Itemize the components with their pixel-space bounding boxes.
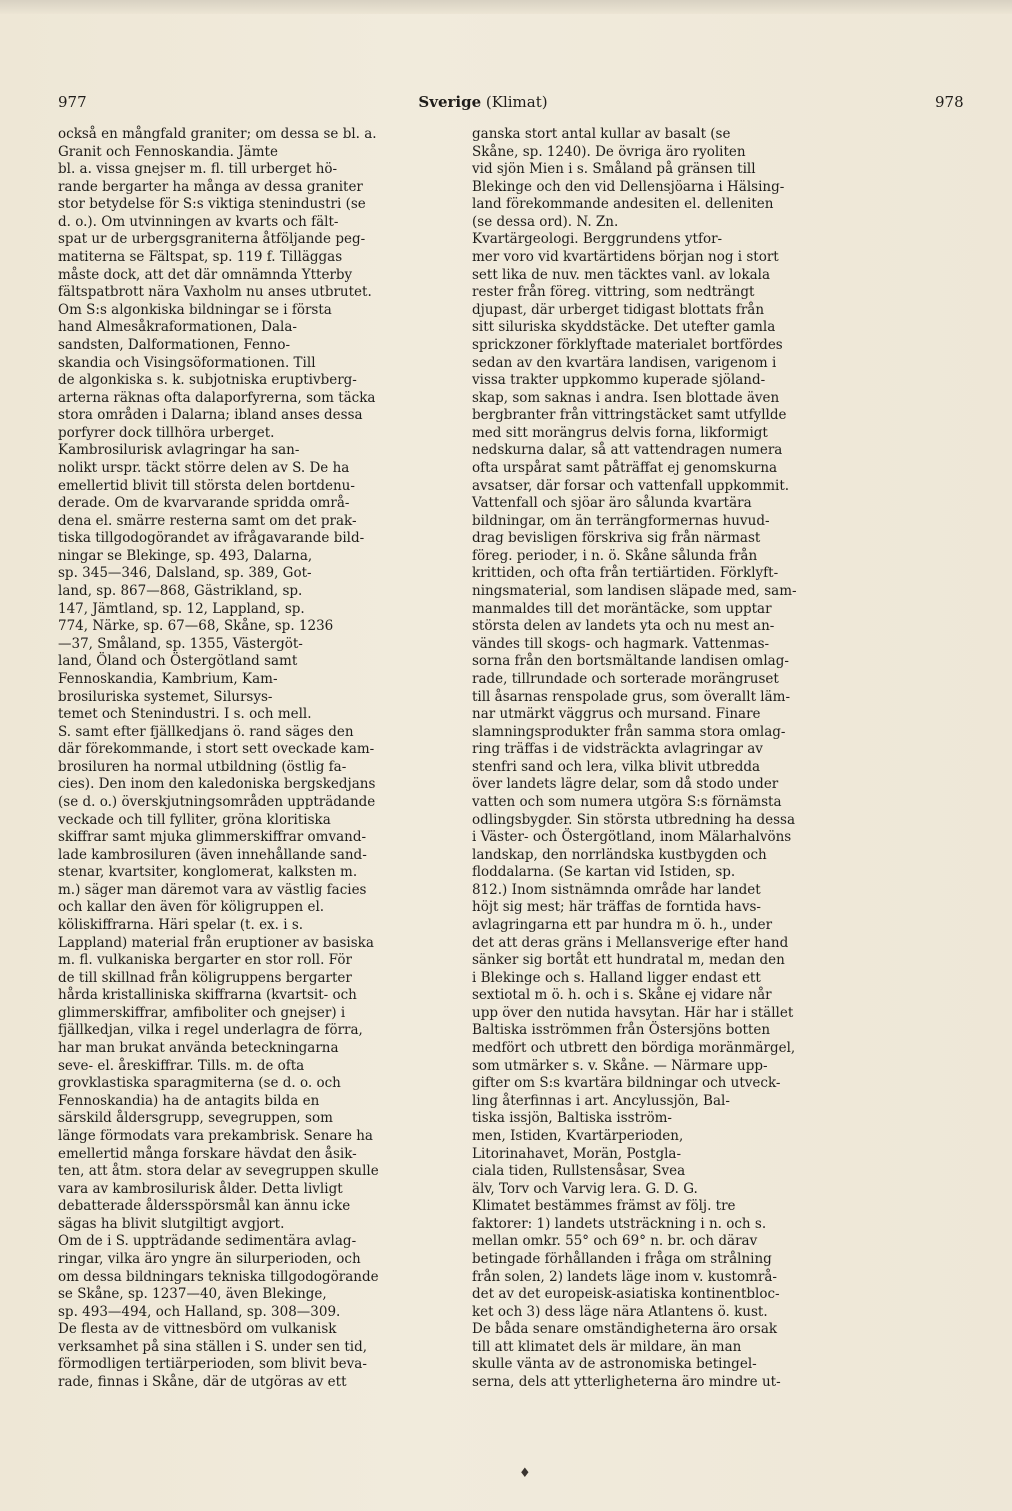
text-line: sextiotal m ö. h. och i s. Skåne ej vidare når bbox=[472, 987, 772, 1004]
text-line: bildningar, om än terrängformernas huvud- bbox=[472, 512, 770, 529]
text-line: nedskurna dalar, så att vattendragen numera bbox=[472, 442, 783, 459]
text-line: föreg. perioder, i n. ö. Skåne sålunda från bbox=[472, 547, 758, 564]
text-line: sp. 345—346, Dalsland, sp. 389, Got- bbox=[58, 565, 312, 582]
text-line: S. samt efter fjällkedjans ö. rand säges den bbox=[58, 723, 354, 740]
text-line: De båda senare omständigheterna äro orsak bbox=[472, 1321, 778, 1338]
text-line: arterna räknas ofta dalaporfyrerna, som täcka bbox=[58, 389, 376, 406]
text-line: sänker sig bortåt ett hundratal m, medan den bbox=[472, 952, 785, 969]
text-line: brosiluren ha normal utbildning (östlig fa- bbox=[58, 758, 347, 775]
text-line: temet och Stenindustri. I s. och mell. bbox=[58, 706, 312, 723]
left-text-column bbox=[58, 126, 452, 1392]
text-line: mer voro vid kvartärtidens början nog i stort bbox=[472, 249, 779, 266]
text-line: stenfri sand och lera, vilka blivit utbredda bbox=[472, 758, 761, 775]
text-line: lade kambrosiluren (även innehållande sand- bbox=[58, 846, 367, 863]
text-line: Litorinahavet, Morän, Postgla- bbox=[472, 1145, 682, 1162]
text-line: älv, Torv och Varvig lera. G. D. G. bbox=[472, 1180, 698, 1197]
text-line: landskap, den norrländska kustbygden och bbox=[472, 846, 767, 863]
text-line: vid sjön Mien i s. Småland på gränsen till bbox=[472, 161, 756, 178]
text-line: se Skåne, sp. 1237—40, även Blekinge, bbox=[58, 1286, 327, 1303]
text-line: sägas ha blivit slutgiltigt avgjort. bbox=[58, 1215, 285, 1232]
text-line: särskild åldersgrupp, sevegruppen, som bbox=[58, 1110, 333, 1127]
text-line: men, Istiden, Kvartärperioden, bbox=[472, 1127, 684, 1144]
text-line: m. fl. vulkaniska bergarter en stor roll. För bbox=[58, 952, 352, 969]
text-line: Baltiska isströmmen från Östersjöns botten bbox=[472, 1022, 771, 1039]
text-line: sp. 493—494, och Halland, sp. 308—309. bbox=[58, 1303, 341, 1320]
text-line: rande bergarter ha många av dessa graniter bbox=[58, 178, 363, 195]
text-line: stora områden i Dalarna; ibland anses dessa bbox=[58, 407, 363, 424]
footer-ornament: ♦ bbox=[519, 1466, 531, 1481]
text-line: Om S:s algonkiska bildningar se i första bbox=[58, 301, 332, 318]
text-line: upp över den nutida havsytan. Här har i stället bbox=[472, 1004, 794, 1021]
text-line: bergbranter från vittringstäcket samt utfyllde bbox=[472, 407, 787, 424]
text-line: sitt siluriska skyddstäcke. Det utefter gamla bbox=[472, 319, 776, 336]
text-line: de algonkiska s. k. subjotniska eruptivberg- bbox=[58, 372, 357, 389]
running-title-main: Sverige bbox=[418, 93, 482, 111]
text-line: nolikt urspr. täckt större delen av S. De ha bbox=[58, 459, 350, 476]
text-line: sorna från den bortsmältande landisen omlag- bbox=[472, 653, 789, 670]
text-line: de till skillnad från köligruppens bergarter bbox=[58, 969, 352, 986]
text-line: till åsarnas renspolade grus, som överallt läm- bbox=[472, 688, 791, 705]
text-line: ket och 3) dess läge nära Atlantens ö. kust. bbox=[472, 1303, 768, 1320]
text-line: ring träffas i de vidsträckta avlagringar av bbox=[472, 741, 763, 758]
text-line: hårda kristalliniska skiffrarna (kvartsit- och bbox=[58, 987, 357, 1004]
text-line: Lappland) material från eruptioner av basiska bbox=[58, 934, 374, 951]
running-title-sub: (Klimat) bbox=[485, 93, 548, 111]
text-line: porfyrer dock tillhöra urberget. bbox=[58, 424, 275, 441]
text-line: veckade och till fylliter, gröna kloritiska bbox=[58, 811, 331, 828]
text-line: Blekinge och den vid Dellensjöarna i Hälsing- bbox=[472, 178, 785, 195]
text-line: derade. Om de kvarvarande spridda områ- bbox=[58, 495, 350, 512]
text-line: skandia och Visingsöformationen. Till bbox=[58, 354, 316, 371]
text-line: Fennoskandia, Kambrium, Kam- bbox=[58, 670, 278, 687]
text-line: verksamhet på sina ställen i S. under sen tid, bbox=[58, 1338, 368, 1355]
text-line: ofta urspårat samt påträffat ej genomskurna bbox=[472, 459, 778, 476]
text-line: fjällkedjan, vilka i regel underlagra de förra, bbox=[58, 1022, 363, 1039]
text-line: (se dessa ord). N. Zn. bbox=[472, 213, 619, 230]
text-line: (se d. o.) överskjutningsområden uppträdande bbox=[58, 793, 376, 810]
text-line: Om de i S. uppträdande sedimentära avlag- bbox=[58, 1233, 357, 1250]
text-line: sprickzoner förklyftade materialet bortfördes bbox=[472, 336, 783, 353]
text-line: ningsmaterial, som landisen släpade med, sam- bbox=[472, 583, 797, 600]
text-line: De flesta av de vittnesbörd om vulkanisk bbox=[58, 1321, 337, 1338]
text-line: förmodligen tertiärperioden, som blivit beva- bbox=[58, 1356, 367, 1373]
text-line: och kallar den även för köligruppen el. bbox=[58, 899, 325, 916]
text-line: också en mångfald graniter; om dessa se bl. a. bbox=[58, 126, 377, 142]
text-line: brosiluriska systemet, Silursys- bbox=[58, 688, 273, 705]
page-number-left: 977 bbox=[58, 93, 87, 111]
text-line: 147, Jämtland, sp. 12, Lappland, sp. bbox=[58, 600, 305, 617]
text-line: 812.) Inom sistnämnda område har landet bbox=[472, 881, 761, 898]
text-line: faktorer: 1) landets utsträckning i n. och s. bbox=[472, 1215, 767, 1232]
text-line: land, Öland och Östergötland samt bbox=[58, 653, 298, 670]
text-line: skiffrar samt mjuka glimmerskiffrar omvand- bbox=[58, 829, 367, 846]
text-line: sedan av den kvartära landisen, varigenom i bbox=[472, 354, 777, 371]
text-line: debatterade åldersspörsmål kan ännu icke bbox=[58, 1198, 351, 1215]
text-line: måste dock, att det där omnämnda Ytterby bbox=[58, 266, 353, 283]
text-line: vändes till skogs- och hagmark. Vattenmas- bbox=[472, 635, 770, 652]
text-line: glimmerskiffrar, amfiboliter och gnejser) i bbox=[58, 1004, 346, 1021]
text-line: största delen av landets yta och nu mest an- bbox=[472, 618, 775, 635]
text-line: Fennoskandia) ha de antagits bilda en bbox=[58, 1092, 320, 1109]
text-line: 774, Närke, sp. 67—68, Skåne, sp. 1236 bbox=[58, 618, 334, 635]
text-line: gifter om S:s kvartära bildningar och utveck- bbox=[472, 1075, 781, 1092]
text-line: det av det europeisk-asiatiska kontinentbloc- bbox=[472, 1286, 780, 1303]
text-line: över landets lägre delar, som då stodo under bbox=[472, 776, 779, 793]
text-line: seve- el. åreskiffrar. Tills. m. de ofta bbox=[58, 1057, 305, 1074]
text-line: som utmärker s. v. Skåne. — Närmare upp- bbox=[472, 1057, 768, 1074]
text-line: ten, att åtm. stora delar av sevegruppen skulle bbox=[58, 1163, 379, 1180]
text-line: land förekommande andesiten el. delleniten bbox=[472, 196, 774, 213]
text-line: köliskiffrarna. Häri spelar (t. ex. i s. bbox=[58, 917, 304, 934]
text-line: Klimatet bestämmes främst av följ. tre bbox=[472, 1198, 736, 1215]
text-line: slamningsprodukter från samma stora omlag- bbox=[472, 723, 786, 740]
text-line: stenar, kvartsiter, konglomerat, kalksten m. bbox=[58, 864, 358, 881]
text-line: nar utmärkt väggrus och mursand. Finare bbox=[472, 706, 761, 723]
text-line: Kvartärgeologi. Berggrundens ytfor- bbox=[472, 231, 723, 248]
text-line: i Väster- och Östergötland, inom Mälarhalvöns bbox=[472, 829, 792, 846]
text-line: emellertid många forskare hävdat den åsik- bbox=[58, 1145, 357, 1162]
text-line: mellan omkr. 55° och 69° n. br. och därav bbox=[472, 1233, 758, 1250]
text-line: till att klimatet dels är mildare, än man bbox=[472, 1338, 742, 1355]
text-line: cies). Den inom den kaledoniska bergskedjans bbox=[58, 776, 376, 793]
text-line: drag bevisligen förskriva sig från närmast bbox=[472, 530, 761, 547]
text-line: tiska tillgodogörandet av ifrågavarande bild- bbox=[58, 530, 365, 547]
text-line: rade, tillrundade och sorterade morängruset bbox=[472, 670, 779, 687]
text-line: i Blekinge och s. Halland ligger endast ett bbox=[472, 969, 761, 986]
text-line: spat ur de urbergsgraniterna åtföljande peg- bbox=[58, 231, 366, 248]
text-line: med sitt morängrus delvis forna, likformigt bbox=[472, 424, 768, 441]
text-line: matiterna se Fältspat, sp. 119 f. Tilläggas bbox=[58, 249, 343, 266]
text-line: där förekommande, i stort sett oveckade kam- bbox=[58, 741, 375, 758]
text-line: skap, som saknas i andra. Isen blottade även bbox=[472, 389, 780, 406]
text-line: rester från föreg. vittring, som nedträngt bbox=[472, 284, 755, 301]
text-line: odlingsbygder. Sin största utbredning ha dessa bbox=[472, 811, 795, 828]
text-line: länge förmodats vara prekambrisk. Senare ha bbox=[58, 1127, 373, 1144]
text-line: bl. a. vissa gnejser m. fl. till urberget hö- bbox=[58, 161, 338, 178]
text-line: —37, Småland, sp. 1355, Västergöt- bbox=[58, 635, 303, 652]
text-line: emellertid blivit till största delen bortdenu- bbox=[58, 477, 355, 494]
text-line: djupast, där urberget tidigast blottats från bbox=[472, 301, 765, 318]
text-line: avsatser, där forsar och vattenfall uppkommit. bbox=[472, 477, 790, 494]
text-line: fältspatbrott nära Vaxholm nu anses utbrutet. bbox=[58, 284, 372, 301]
text-line: vissa trakter uppkommo kuperade sjöland- bbox=[472, 372, 766, 389]
right-text-column bbox=[472, 126, 864, 1392]
page-top-edge bbox=[0, 0, 1012, 14]
text-line: floddalarna. (Se kartan vid Istiden, sp. bbox=[472, 864, 736, 881]
text-line: ganska stort antal kullar av basalt (se bbox=[472, 126, 731, 142]
text-line: serna, dels att ytterligheterna äro mindre ut- bbox=[472, 1374, 781, 1391]
text-line: grovklastiska sparagmiterna (se d. o. och bbox=[58, 1075, 341, 1092]
text-line: ling återfinnas i art. Ancylussjön, Bal- bbox=[472, 1092, 730, 1109]
text-line: betingade förhållanden i fråga om strålning bbox=[472, 1251, 772, 1267]
text-line: medfört och utbrett den bördiga moränmärgel, bbox=[472, 1040, 796, 1057]
text-line: m.) säger man däremot vara av västlig facies bbox=[58, 881, 367, 898]
text-line: krittiden, och ofta från tertiärtiden. Förklyft- bbox=[472, 565, 779, 582]
text-line: sandsten, Dalformationen, Fenno- bbox=[58, 336, 291, 353]
text-line: land, sp. 867—868, Gästrikland, sp. bbox=[58, 583, 303, 600]
text-line: har man brukat använda beteckningarna bbox=[58, 1040, 339, 1057]
text-line: Vattenfall och sjöar äro sålunda kvartära bbox=[472, 495, 752, 512]
page-number-right: 978 bbox=[935, 93, 964, 111]
text-line: hand Almesåkraformationen, Dala- bbox=[58, 319, 297, 336]
text-line: Kambrosilurisk avlagringar ha san- bbox=[58, 442, 300, 459]
text-line: tiska issjön, Baltiska isström- bbox=[472, 1110, 672, 1127]
page-header bbox=[0, 93, 1012, 119]
text-line: Granit och Fennoskandia. Jämte bbox=[58, 143, 278, 160]
text-line: skulle vänta av de astronomiska betingel- bbox=[472, 1356, 757, 1373]
text-line: ningar se Blekinge, sp. 493, Dalarna, bbox=[58, 547, 313, 564]
text-line: ciala tiden, Rullstensåsar, Svea bbox=[472, 1163, 686, 1180]
text-line: Skåne, sp. 1240). De övriga äro ryoliten bbox=[472, 143, 746, 160]
text-line: höjt sig mest; här träffas de forntida havs- bbox=[472, 899, 761, 916]
text-line: avlagringarna ett par hundra m ö. h., under bbox=[472, 917, 773, 934]
running-title bbox=[388, 93, 578, 111]
text-line: från solen, 2) landets läge inom v. kustområ- bbox=[472, 1268, 777, 1285]
text-line: om dessa bildningars tekniska tillgodogörande bbox=[58, 1268, 379, 1285]
text-line: manmaldes till det moräntäcke, som upptar bbox=[472, 600, 772, 617]
text-line: vatten och som numera utgöra S:s förnämsta bbox=[472, 793, 782, 810]
text-line: vara av kambrosilurisk ålder. Detta livligt bbox=[58, 1180, 343, 1197]
text-line: stor betydelse för S:s viktiga stenindustri (se bbox=[58, 196, 366, 213]
text-line: sett lika de nuv. men täcktes vanl. av lokala bbox=[472, 266, 771, 283]
text-line: dena el. smärre resterna samt om det prak- bbox=[58, 512, 357, 529]
text-line: ringar, vilka äro yngre än silurperioden, och bbox=[58, 1251, 361, 1267]
text-line: d. o.). Om utvinningen av kvarts och fält- bbox=[58, 213, 339, 230]
text-line: rade, finnas i Skåne, där de utgöras av ett bbox=[58, 1374, 347, 1391]
text-line: det att deras gräns i Mellansverige efter hand bbox=[472, 934, 789, 951]
